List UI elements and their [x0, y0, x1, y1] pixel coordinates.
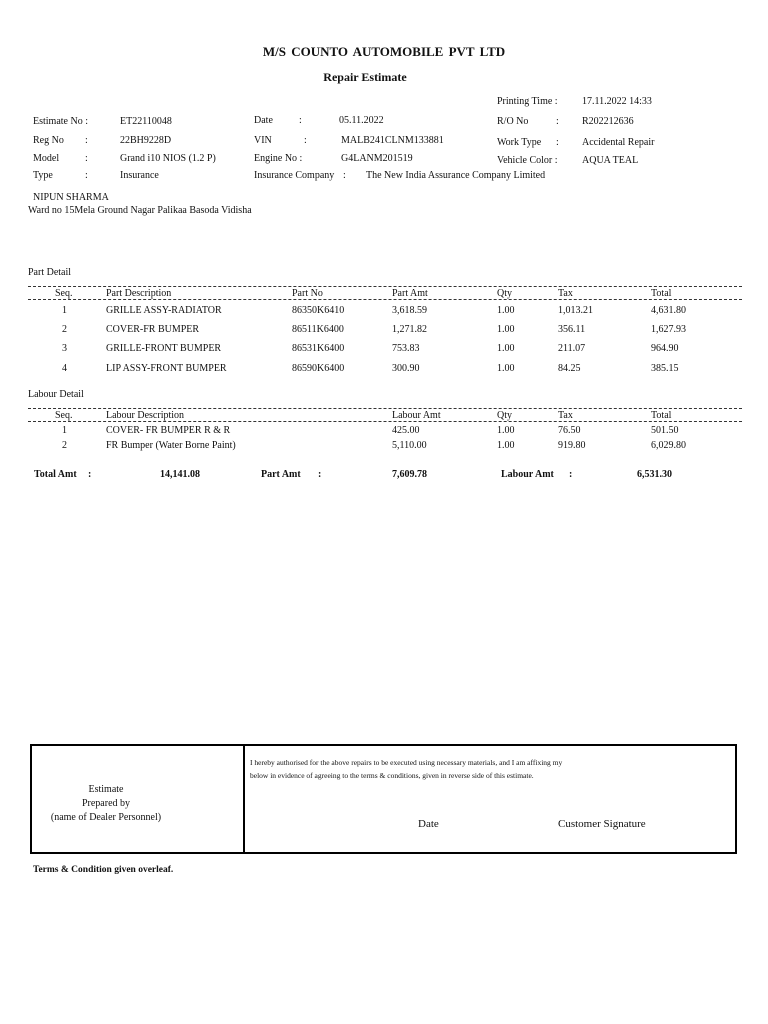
part-tax: 356.11 — [558, 324, 586, 335]
part-col-seq: Seq. — [55, 288, 73, 299]
part-header-bottom-rule — [28, 299, 742, 300]
prepared-line-2: Prepared by — [81, 798, 131, 809]
prepared-line-1: Estimate — [88, 784, 124, 795]
part-col-part-no: Part No — [292, 288, 323, 299]
model-value: Grand i10 NIOS (1.2 P) — [120, 153, 216, 164]
labour-desc: FR Bumper (Water Borne Paint) — [106, 440, 236, 451]
part-tax: 211.07 — [558, 343, 586, 354]
labour-col-amt: Labour Amt — [392, 410, 441, 421]
terms-note: Terms & Condition given overleaf. — [33, 865, 174, 875]
part-col-desc: Part Description — [106, 288, 172, 299]
part-no: 86511K6400 — [292, 324, 344, 335]
consent-text — [250, 756, 730, 782]
work-type-colon: : — [556, 137, 559, 148]
part-no: 86590K6400 — [292, 363, 345, 374]
part-qty: 1.00 — [497, 363, 515, 374]
labour-header-top-rule — [28, 408, 742, 409]
part-desc: COVER-FR BUMPER — [106, 324, 200, 335]
type-value: Insurance — [120, 170, 159, 181]
part-amt-value: 7,609.78 — [392, 469, 427, 480]
insurance-company-value: The New India Assurance Company Limited — [366, 170, 546, 181]
labour-col-seq: Seq. — [55, 410, 73, 421]
labour-col-total: Total — [651, 410, 672, 421]
work-type-value: Accidental Repair — [582, 137, 655, 148]
part-col-tax: Tax — [558, 288, 573, 299]
total-amt-label: Total Amt — [34, 469, 77, 480]
vehicle-color-label: Vehicle Color : — [497, 155, 558, 166]
part-col-qty: Qty — [497, 288, 512, 299]
labour-tax: 76.50 — [558, 425, 581, 436]
part-no: 86350K6410 — [292, 305, 345, 316]
labour-seq: 1 — [62, 425, 67, 436]
part-total: 385.15 — [651, 363, 679, 374]
labour-qty: 1.00 — [497, 425, 515, 436]
reg-no-value: 22BH9228D — [120, 135, 172, 146]
document-title: Repair Estimate — [323, 70, 407, 84]
part-seq: 3 — [62, 343, 67, 354]
part-seq: 2 — [62, 324, 67, 335]
labour-desc: COVER- FR BUMPER R & R — [106, 425, 231, 436]
reg-no-label: Reg No — [33, 135, 64, 146]
insurance-company-colon: : — [343, 170, 346, 181]
signature-box — [30, 744, 737, 854]
labour-amt: 425.00 — [392, 425, 420, 436]
ro-no-colon: : — [556, 116, 559, 127]
labour-amt: 5,110.00 — [392, 440, 427, 451]
part-qty: 1.00 — [497, 305, 515, 316]
part-amt-label: Part Amt — [261, 469, 301, 480]
consent-line-1: I hereby authorised for the above repairs to be executed using necessary materials, and I am affixing my — [250, 758, 563, 767]
part-tax: 84.25 — [558, 363, 581, 374]
part-qty: 1.00 — [497, 343, 515, 354]
model-colon: : — [85, 153, 88, 164]
part-seq: 1 — [62, 305, 67, 316]
company-name: M/S COUNTO AUTOMOBILE PVT LTD — [262, 44, 506, 59]
prepared-line-3: (name of Dealer Personnel) — [50, 812, 162, 823]
customer-address: Ward no 15Mela Ground Nagar Palikaa Basoda Vidisha — [28, 205, 252, 216]
date-value: 05.11.2022 — [339, 115, 384, 126]
printing-time-value: 17.11.2022 14:33 — [582, 96, 652, 107]
part-tax: 1,013.21 — [558, 305, 593, 316]
printing-time-label: Printing Time : — [497, 96, 558, 107]
part-total: 1,627.93 — [651, 324, 686, 335]
labour-total: 6,029.80 — [651, 440, 686, 451]
part-desc: GRILLE ASSY-RADIATOR — [106, 305, 222, 316]
consent-line-2: below in evidence of agreeing to the terms & conditions, given in reverse side of this estimate. — [250, 771, 534, 780]
vin-colon: : — [304, 135, 307, 146]
part-desc: LIP ASSY-FRONT BUMPER — [106, 363, 227, 374]
date-colon: : — [299, 115, 302, 126]
labour-qty: 1.00 — [497, 440, 515, 451]
labour-amt-colon: : — [569, 469, 573, 480]
part-amt-colon: : — [318, 469, 322, 480]
customer-name: NIPUN SHARMA — [33, 192, 109, 203]
part-amt: 1,271.82 — [392, 324, 427, 335]
customer-signature-label: Customer Signature — [558, 818, 646, 830]
part-detail-heading: Part Detail — [28, 267, 72, 278]
labour-total: 501.50 — [651, 425, 679, 436]
labour-col-qty: Qty — [497, 410, 512, 421]
vin-label: VIN — [254, 135, 272, 146]
labour-amt-value: 6,531.30 — [637, 469, 672, 480]
part-col-total: Total — [651, 288, 672, 299]
total-amt-value: 14,141.08 — [160, 469, 200, 480]
signature-divider — [243, 746, 245, 852]
type-colon: : — [85, 170, 88, 181]
part-total: 4,631.80 — [651, 305, 686, 316]
work-type-label: Work Type — [497, 137, 542, 148]
labour-detail-heading: Labour Detail — [28, 389, 84, 400]
part-no: 86531K6400 — [292, 343, 345, 354]
ro-no-label: R/O No — [497, 116, 529, 127]
vin-value: MALB241CLNM133881 — [341, 135, 444, 146]
vehicle-color-value: AQUA TEAL — [582, 155, 639, 166]
engine-no-label: Engine No : — [254, 153, 303, 164]
signature-date-label: Date — [418, 818, 439, 830]
engine-no-value: G4LANM201519 — [341, 153, 413, 164]
part-col-amt: Part Amt — [392, 288, 428, 299]
labour-col-tax: Tax — [558, 410, 573, 421]
part-amt: 3,618.59 — [392, 305, 427, 316]
estimate-no-value: ET22110048 — [120, 116, 172, 127]
date-label: Date — [254, 115, 273, 126]
labour-seq: 2 — [62, 440, 67, 451]
estimate-prepared-by — [32, 783, 180, 825]
part-qty: 1.00 — [497, 324, 515, 335]
labour-header-bottom-rule — [28, 421, 742, 422]
model-label: Model — [33, 153, 60, 164]
reg-no-colon: : — [85, 135, 88, 146]
type-label: Type — [33, 170, 53, 181]
estimate-no-label: Estimate No : — [33, 116, 88, 127]
insurance-company-label: Insurance Company — [254, 170, 335, 181]
part-seq: 4 — [62, 363, 67, 374]
part-amt: 300.90 — [392, 363, 420, 374]
part-total: 964.90 — [651, 343, 679, 354]
part-amt: 753.83 — [392, 343, 420, 354]
labour-col-desc: Labour Description — [106, 410, 185, 421]
ro-no-value: R202212636 — [582, 116, 634, 127]
total-amt-colon: : — [88, 469, 92, 480]
part-desc: GRILLE-FRONT BUMPER — [106, 343, 222, 354]
part-header-top-rule — [28, 286, 742, 287]
labour-amt-label: Labour Amt — [501, 469, 554, 480]
labour-tax: 919.80 — [558, 440, 586, 451]
